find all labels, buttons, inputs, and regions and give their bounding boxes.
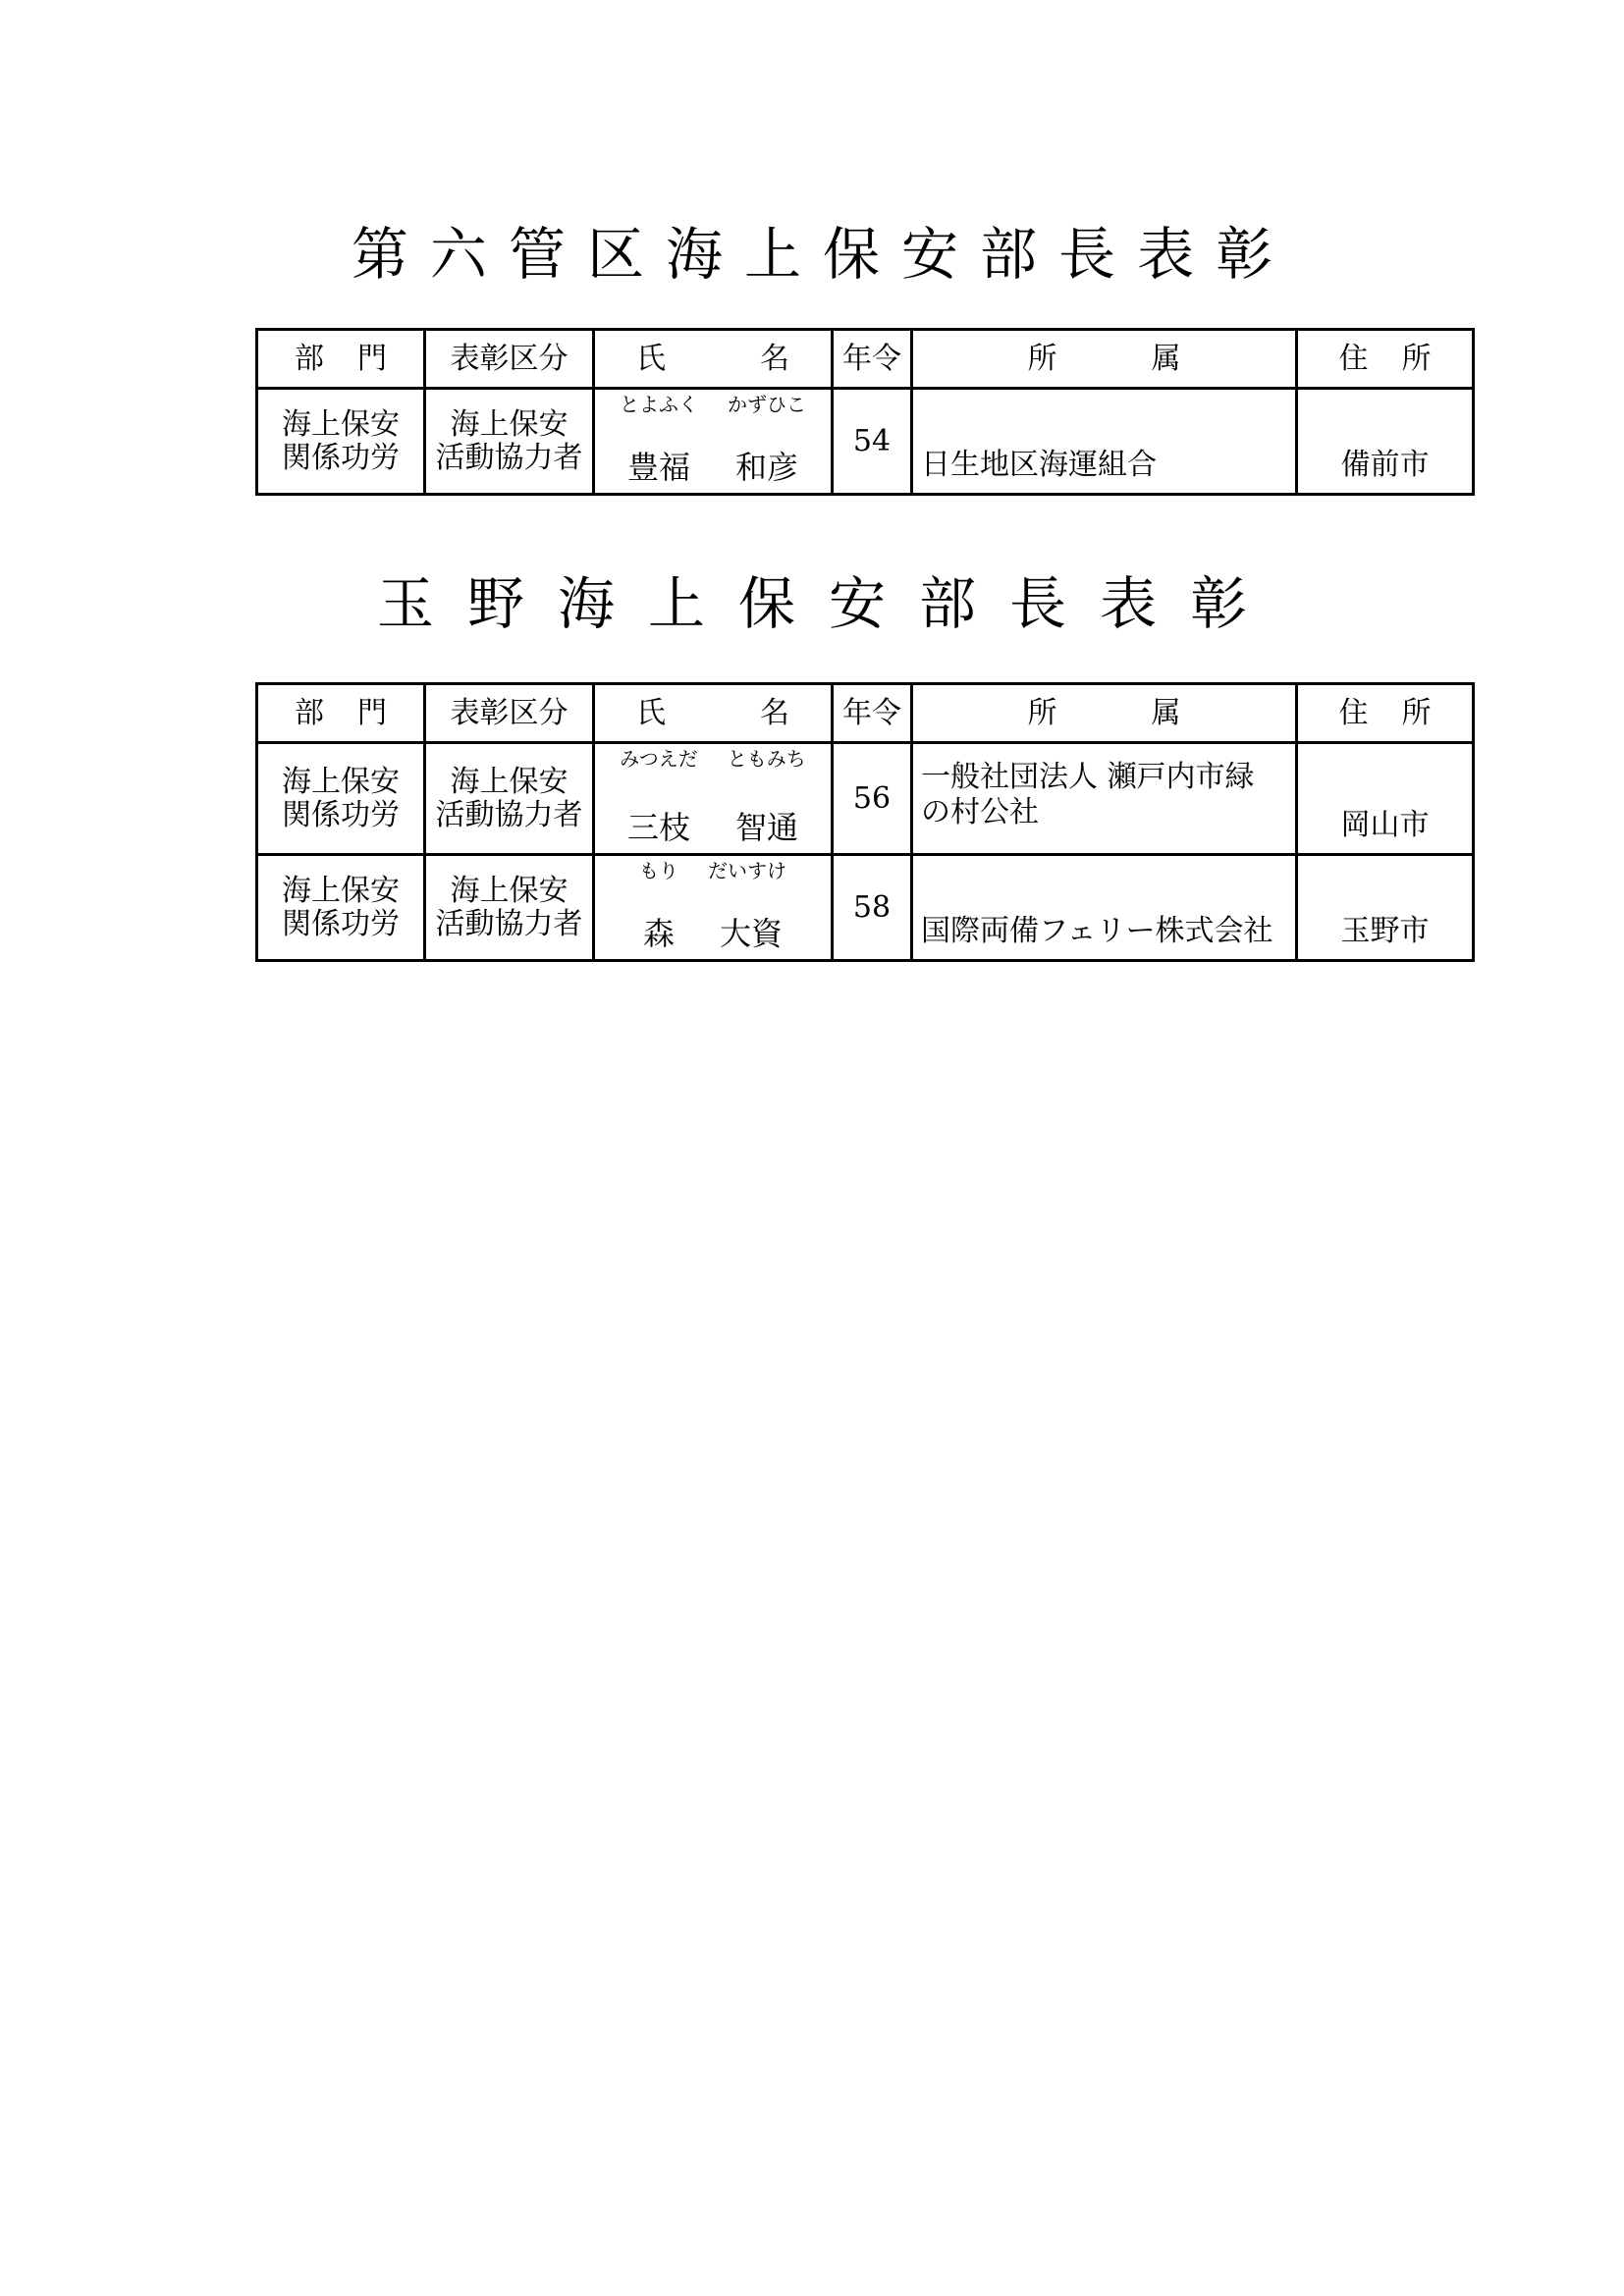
header-text: 属 [1151,341,1181,376]
name-kanji [595,810,831,845]
table-header-row [257,330,1474,389]
cell-category [425,855,594,961]
header-text: 所 [1401,341,1432,376]
category-line: 海上保安 [450,873,568,908]
name-ruby [595,748,831,770]
category-line: 海上保安 [450,406,568,442]
name-kanji [595,916,831,951]
header-name [594,684,833,743]
cell-name [594,855,833,961]
title-char: 海 [557,570,615,637]
header-text: 住 [1338,341,1369,376]
header-affiliation [912,330,1297,389]
affiliation-line: 一般社団法人 瀬戸内市緑 [921,760,1255,794]
header-text: 住 [1338,695,1369,730]
title-char: 安 [901,221,959,288]
title-char: 第 [351,221,408,288]
cell-affiliation: 日生地区海運組合 [912,389,1297,495]
cell-dept [257,855,425,961]
dept-line: 海上保安 [282,873,400,908]
header-dept [257,684,425,743]
title-char: 保 [823,221,881,288]
award-table [255,328,1475,496]
header-category: 表彰区分 [425,330,594,389]
name-ruby [595,860,831,881]
header-text: 名 [760,341,789,376]
cell-category [425,389,594,495]
title-char: 上 [743,221,801,288]
header-address [1297,330,1474,389]
header-text: 氏 [636,341,666,376]
cell-age: 56 [833,743,912,855]
title-char: 区 [586,221,644,288]
header-category: 表彰区分 [425,684,594,743]
title-char: 表 [1137,221,1195,288]
cell-affiliation [912,743,1297,855]
cell-name [594,389,833,495]
dept-line: 海上保安 [282,406,400,442]
table-row [257,389,1474,495]
cell-affiliation: 国際両備フェリー株式会社 [912,855,1297,961]
title-char: 長 [1058,221,1116,288]
header-text: 門 [357,341,387,376]
category-line: 活動協力者 [435,797,583,832]
dept-line: 関係功労 [282,440,400,475]
header-text: 属 [1151,695,1181,730]
title-char: 上 [647,570,705,637]
cell-address: 岡山市 [1297,743,1474,855]
category-line: 海上保安 [450,764,568,799]
category-line: 活動協力者 [435,906,583,941]
header-affiliation [912,684,1297,743]
name-family: 豊福 [626,449,690,486]
title-char: 部 [980,221,1038,288]
title-char: 長 [1009,570,1067,637]
header-text: 氏 [636,695,666,730]
header-text: 部 [295,695,324,730]
title-char: 管 [508,221,566,288]
header-age: 年令 [833,330,912,389]
table-row [257,855,1474,961]
cell-address: 備前市 [1297,389,1474,495]
header-text: 部 [295,341,324,376]
name-ruby [595,394,831,415]
name-family: 森 [642,915,675,952]
cell-age: 58 [833,855,912,961]
name-given: 和彦 [735,449,799,486]
section-title [0,208,1624,291]
header-text: 所 [1027,341,1057,376]
ruby-given: だいすけ [708,859,786,882]
header-name [594,330,833,389]
table-header-row [257,684,1474,743]
title-char: 玉 [376,570,434,637]
ruby-family: もり [639,859,678,882]
title-char: 六 [429,221,487,288]
affiliation-line: の村公社 [921,795,1039,829]
dept-line: 海上保安 [282,764,400,799]
title-char: 表 [1100,570,1158,637]
section-title [0,558,1624,640]
header-age: 年令 [833,684,912,743]
cell-dept [257,389,425,495]
cell-category [425,743,594,855]
header-dept [257,330,425,389]
category-line: 活動協力者 [435,440,583,475]
header-text: 所 [1027,695,1057,730]
ruby-family: とよふく [620,393,698,416]
title-char: 彰 [1190,570,1248,637]
dept-line: 関係功労 [282,906,400,941]
dept-line: 関係功労 [282,797,400,832]
header-text: 名 [760,695,789,730]
title-char: 野 [466,570,524,637]
title-char: 安 [829,570,887,637]
title-char: 保 [737,570,795,637]
name-given: 智通 [735,809,799,846]
title-char: 海 [665,221,723,288]
table-row [257,743,1474,855]
cell-name [594,743,833,855]
cell-address: 玉野市 [1297,855,1474,961]
cell-age: 54 [833,389,912,495]
header-text: 所 [1401,695,1432,730]
ruby-given: かずひこ [728,393,806,416]
ruby-given: ともみち [727,747,806,771]
title-char: 部 [919,570,977,637]
cell-dept [257,743,425,855]
header-address [1297,684,1474,743]
title-char: 彰 [1216,221,1273,288]
name-family: 三枝 [626,809,690,846]
header-text: 門 [357,695,387,730]
award-table [255,682,1475,962]
name-kanji [595,450,831,485]
name-given: 大資 [720,915,784,952]
ruby-family: みつえだ [620,747,698,771]
